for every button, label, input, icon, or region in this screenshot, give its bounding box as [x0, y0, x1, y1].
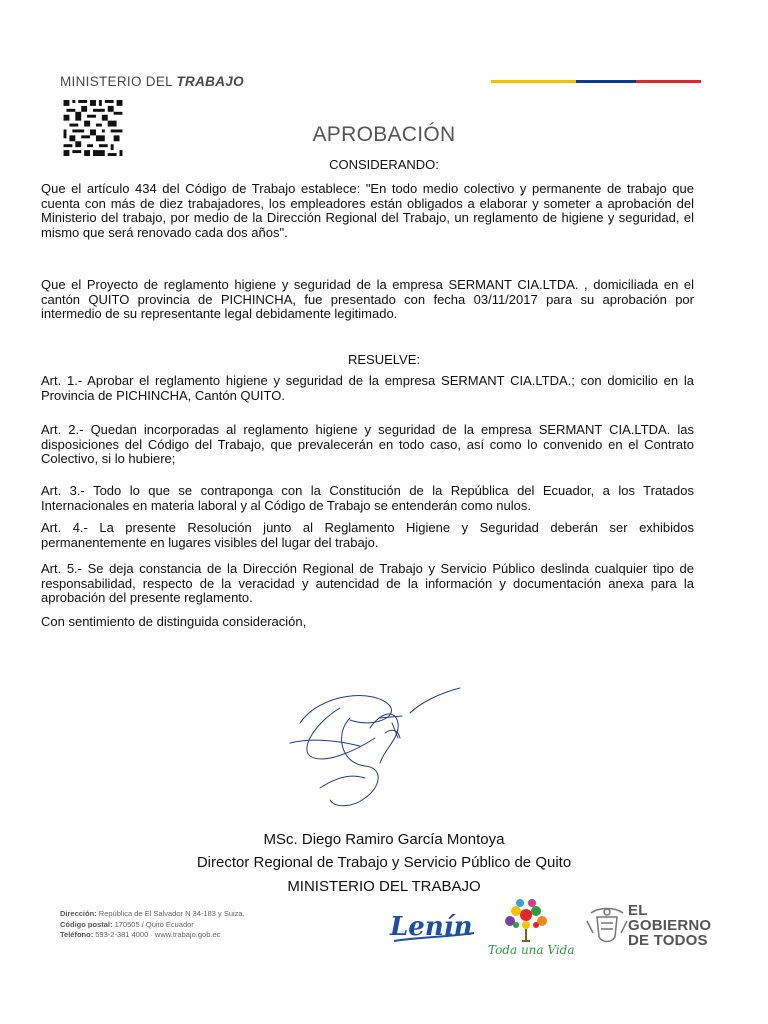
article-4: Art. 4.- La presente Resolución junto al Reglamento Higiene y Seguridad deberán ser exhibidos permanentemente en lugares visibles del lugar del trabajo. [41, 520, 694, 550]
handwritten-signature [280, 668, 480, 818]
gobierno-line-3: DE TODOS [628, 932, 708, 949]
signatory-name: MSc. Diego Ramiro García Montoya [263, 831, 505, 848]
flag-yellow [491, 80, 576, 83]
closing-line: Con sentimiento de distinguida consideración, [41, 614, 307, 629]
ministry-header-prefix: MINISTERIO DEL [60, 74, 177, 89]
gobierno-de-todos-logo [628, 903, 711, 948]
flag-red [636, 80, 701, 83]
considering-paragraph-1: Que el artículo 434 del Código de Trabajo establece: "En todo medio colectivo y permanente de trabajo que cuenta con más de diez trabajadores, los empleadores están obligados a elaborar y someter a aprobación del Ministerio del trabajo, por medio de la Dirección Regional del Trabajo, un reglamento de higiene y seguridad, el mismo que será renovado cada dos años". [41, 181, 694, 240]
lenin-logo-text: Lenín [390, 912, 473, 942]
coat-of-arms-icon [583, 903, 631, 951]
signatory-institution: MINISTERIO DEL TRABAJO [287, 878, 481, 895]
footer-address: Dirección: República de El Salvador N 34-183 y Suiza. [60, 909, 245, 918]
article-1: Art. 1.- Aprobar el reglamento higiene y seguridad de la empresa SERMANT CIA.LTDA.; con domicilio en la Provincia de PICHINCHA, Cantón QUITO. [41, 373, 694, 403]
flag-stripe [491, 80, 701, 83]
resolves-label: RESUELVE: [347, 352, 420, 367]
footer-phone: Teléfono: 593-2-381 4000 · www.trabajo.gob.ec [60, 930, 221, 939]
document-title: APROBACIÓN [312, 123, 456, 146]
ministry-header-emphasis: TRABAJO [176, 74, 244, 89]
article-2: Art. 2.- Quedan incorporadas al reglamento higiene y seguridad de la empresa SERMANT CIA.LTDA. las disposiciones del Código del Trabajo, que prevalecerán en todo caso, así como lo convenido en el Contrato Colectivo, si lo hubiere; [41, 422, 694, 467]
article-3: Art. 3.- Todo lo que se contraponga con la Constitución de la República del Ecuador, a los Tratados Internacionales en materia laboral y al Código de Trabajo se entenderán como nulos. [41, 483, 694, 513]
lenin-logo [388, 905, 478, 951]
footer-contact [60, 909, 245, 941]
ministry-header [60, 74, 244, 89]
gobierno-line-2: GOBIERNO [628, 917, 712, 934]
gobierno-line-1: EL [628, 902, 648, 919]
flag-blue [576, 80, 636, 83]
signatory-position: Director Regional de Trabajo y Servicio Público de Quito [196, 854, 572, 871]
considering-label: CONSIDERANDO: [329, 157, 439, 172]
footer-postal: Código postal: 170505 / Quito Ecuador [60, 919, 194, 929]
considering-paragraph-2: Que el Proyecto de reglamento higiene y seguridad de la empresa SERMANT CIA.LTDA. , domiciliada en el cantón QUITO provincia de PICHINCHA, fue presentado con fecha 03/11/2017 para su aprobación por intermedio de su representante legal debidamente legitimado. [41, 277, 694, 322]
toda-una-vida-text: Toda una Vida [488, 943, 575, 957]
article-5: Art. 5.- Se deja constancia de la Dirección Regional de Trabajo y Servicio Público deslinda cualquier tipo de responsabilidad, respecto de la veracidad y autencidad de la información y documentación anexa para la aprobación del presente reglamento. [41, 561, 694, 606]
